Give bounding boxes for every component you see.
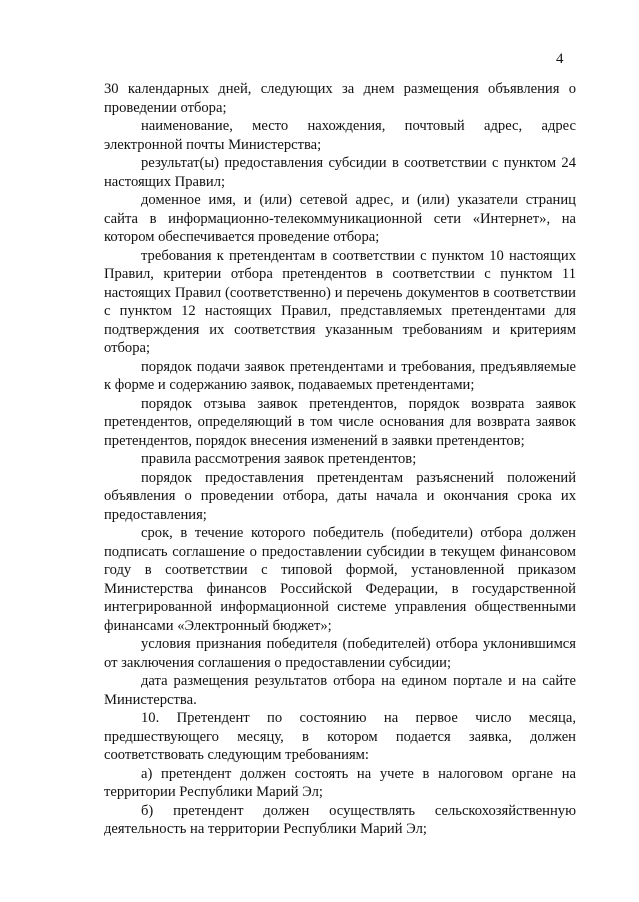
paragraph: дата размещения результатов отбора на едином портале и на сайте Министерства. [104, 673, 576, 708]
paragraph: 10. Претендент по состоянию на первое число месяца, предшествующего месяцу, в котором подается заявка, должен соответствовать следующим требованиям: [104, 710, 576, 763]
paragraph: б) претендент должен осуществлять сельскохозяйственную деятельность на территории Республики Марий Эл; [104, 802, 576, 837]
paragraph: а) претендент должен состоять на учете в налоговом органе на территории Республики Марий Эл; [104, 765, 576, 800]
paragraph: требования к претендентам в соответствии с пунктом 10 настоящих Правил, критерии отбора претендентов в соответствии с пунктом 11 настоящих Правил (соответственно) и перечень документов в соответствии с пунктом 12 настоящих Правил, представляемых претендентами для подтверждения их соответствия указанным требованиям и критериям отбора; [104, 247, 576, 356]
document-body [104, 80, 576, 839]
paragraph: порядок предоставления претендентам разъяснений положений объявления о проведении отбора, даты начала и окончания срока их предоставления; [104, 469, 576, 523]
paragraph: доменное имя, и (или) сетевой адрес, и (или) указатели страниц сайта в информационно-телекоммуникационной сети «Интернет», на котором обеспечивается проведение отбора; [104, 192, 576, 245]
paragraph: наименование, место нахождения, почтовый адрес, адрес электронной почты Министерства; [104, 118, 576, 153]
paragraph: условия признания победителя (победителей) отбора уклонившимся от заключения соглашения о предоставлении субсидии; [104, 636, 576, 671]
paragraph: результат(ы) предоставления субсидии в соответствии с пунктом 24 настоящих Правил; [104, 155, 576, 190]
paragraph: 30 календарных дней, следующих за днем размещения объявления о проведении отбора; [104, 81, 576, 116]
page-number: 4 [556, 51, 564, 67]
paragraph: правила рассмотрения заявок претендентов; [141, 451, 417, 467]
paragraph: порядок отзыва заявок претендентов, порядок возврата заявок претендентов, определяющий в том числе основания для возврата заявок претендентов, порядок внесения изменений в заявки претендентов; [104, 395, 576, 449]
paragraph: порядок подачи заявок претендентами и требования, предъявляемые к форме и содержанию заявок, подаваемых претендентами; [104, 358, 576, 393]
paragraph: срок, в течение которого победитель (победители) отбора должен подписать соглашение о предоставлении субсидии в текущем финансовом году в соответствии с типовой формой, установленной приказом Министерства финансов Российской Федерации, в государственной интегрированной информационной системе управления общественными финансами «Электронный бюджет»; [104, 525, 576, 634]
